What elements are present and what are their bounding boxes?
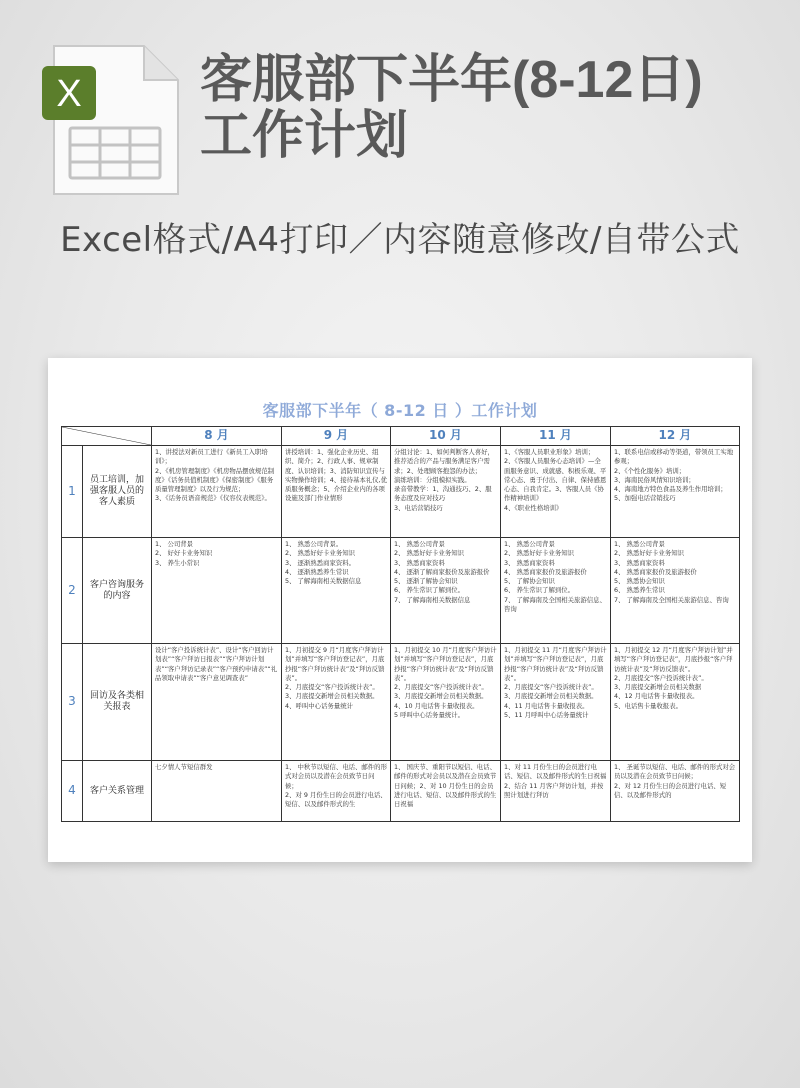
cell-text-line: 分组讨论：1、如何判断客人喜好，推荐适合的产品与服务满足客户需求；2、处理顾客抱怨的办法； bbox=[394, 448, 494, 475]
cell-text-line: 1、 熟悉公司背景 bbox=[394, 540, 445, 548]
plan-cell bbox=[391, 761, 501, 822]
cell-text-line: 2、《个性化服务》培训； bbox=[614, 466, 686, 475]
month-header: 10 月 bbox=[391, 427, 501, 446]
cell-text-line: 2、结合 11 月客户拜访计划，并按照计划进行拜访 bbox=[504, 781, 604, 799]
plan-cell bbox=[152, 761, 282, 822]
plan-cell bbox=[391, 446, 501, 538]
svg-text:X: X bbox=[56, 73, 82, 115]
cell-text-line: 5、电话售卡量收报表。 bbox=[614, 701, 682, 710]
cell-text-line: 2、月底提交“客户投诉统计表”。 bbox=[394, 683, 488, 692]
cell-text-line: 1、月初提交 11 月“月度客户拜访计划”并填写“客户拜访登记表”，月底抄报“客户拜访统计表”及“拜访反馈表”。 bbox=[504, 646, 607, 682]
cell-text-line: 3、月底提交新增会员相关数据。 bbox=[285, 692, 379, 701]
cell-text-line: 2、 好好卡业务知识 bbox=[155, 549, 213, 558]
row-number: 2 bbox=[62, 538, 83, 644]
cell-text-line: 4、11 月电话售卡量收报表。 bbox=[504, 701, 589, 710]
cell-text-line: 1、 圣诞节以短信、电话、邮件的形式对会员以及潜在会员致节日问候； bbox=[614, 763, 736, 781]
cell-text-line: 5、 逐渐了解协会知识 bbox=[394, 577, 458, 586]
cell-text-line: 1、讲授法对新员工进行《新员工入职培训》； bbox=[155, 448, 268, 466]
cell-text-line: 3、电话营销技巧 bbox=[394, 503, 443, 512]
cell-text-line: 5、 熟悉协会知识 bbox=[614, 577, 665, 586]
row-category: 客户咨询服务的内容 bbox=[83, 538, 152, 644]
cell-text-line: 4、《职业性格培训》 bbox=[504, 503, 563, 512]
cell-text-line: 6、 养生常识了解到位。 bbox=[394, 586, 465, 595]
cell-text-line: 2、 熟悉好好卡业务知识 bbox=[394, 549, 465, 558]
plan-cell bbox=[391, 538, 501, 644]
plan-cell bbox=[501, 538, 611, 644]
sheet-title: 客服部下半年（ 8-12 日 ）工作计划 bbox=[262, 401, 538, 420]
cell-text-line: 5、 了解协会知识 bbox=[504, 577, 555, 586]
cell-text-line: 1、月初提交 10 月“月度客户拜访计划”并填写“客户拜访登记表”，月底抄报“客户拜访统计表”及“拜访反馈表”。 bbox=[394, 646, 497, 682]
plan-cell bbox=[282, 538, 391, 644]
plan-cell bbox=[282, 446, 391, 538]
cell-text-line: 1、 熟悉公司背景 bbox=[614, 540, 665, 548]
plan-body bbox=[62, 446, 740, 822]
plan-cell bbox=[501, 761, 611, 822]
plan-cell bbox=[611, 538, 740, 644]
cell-text-line: 2、月底提交“客户投诉统计表”。 bbox=[285, 683, 379, 692]
cell-text-line: 2、 熟悉好好卡业务知识 bbox=[614, 549, 685, 558]
cell-text-line: 4、 熟悉商家报价及旅游报价 bbox=[504, 567, 587, 576]
cell-text-line: 2、月底提交“客户投诉统计表”。 bbox=[614, 673, 708, 682]
plan-cell bbox=[611, 644, 740, 761]
cell-text-line: 3、《话务员语音规范》《仪容仪表规范》。 bbox=[155, 494, 271, 503]
row-number: 1 bbox=[62, 446, 83, 538]
table-row bbox=[62, 761, 740, 822]
row-category: 员工培训，加强客服人员的客人素质 bbox=[83, 446, 152, 538]
cell-text-line: 讲授培训：1、强化企业历史、组织、简介；2、行政人事、规章制度、认识培训；3、消防知识宣传与实物操作培训；4、接待基本礼仪,优质服务概念；5、介绍企业内的各项设施及部门作业情形 bbox=[285, 448, 387, 503]
cell-text-line: 2、月底提交“客户投诉统计表”。 bbox=[504, 683, 598, 692]
cell-text-line: 4、海南地方特色食品及养生作用培训； bbox=[614, 485, 727, 494]
cell-text-line: 7、 了解海南及全国相关旅游信息、咨询 bbox=[504, 595, 606, 614]
plan-cell bbox=[501, 644, 611, 761]
page-subtitle: Excel格式/A4打印／内容随意修改/自带公式 bbox=[60, 220, 740, 260]
row-number: 3 bbox=[62, 644, 83, 761]
document-preview bbox=[48, 358, 752, 862]
month-header: 9 月 bbox=[282, 427, 391, 446]
cell-text-line: 2、对 12 月份生日的会员进行电话、短信、以及邮件形式的 bbox=[614, 781, 727, 799]
cell-text-line: 1、月初提交 12 月“月度客户拜访计划”并填写“客户拜访登记表”，月底抄报“客户拜访统计表”及“拜访反馈表”。 bbox=[614, 646, 733, 673]
cell-text-line: 演练培训：分组模拟实践。 bbox=[394, 475, 471, 484]
diagonal-line bbox=[62, 427, 151, 445]
cell-text-line: 4、12 月电话售卡量收报表。 bbox=[614, 692, 699, 701]
cell-text-line: 5、 了解海南相关数据信息 bbox=[285, 577, 362, 586]
cell-text-line: 录音带教学：1、沟通技巧、2、服务态度及应对技巧 bbox=[394, 485, 492, 503]
cell-text-line: 6、 养生常识了解到位。 bbox=[504, 586, 575, 595]
row-category: 客户关系管理 bbox=[83, 761, 152, 822]
cell-text-line: 4、 逐渐熟悉养生常识 bbox=[285, 567, 349, 576]
plan-cell bbox=[152, 538, 282, 644]
cell-text-line: 设计“客户投诉统计表”、设计“客户回访计划表”“客户拜访日报表”“客户拜访计划表”“客户拜访记录表”“客户预约申请表”“礼品领取申请表”“客户意见调查表” bbox=[155, 646, 278, 682]
row-number: 4 bbox=[62, 761, 83, 822]
plan-table bbox=[61, 426, 740, 822]
table-row bbox=[62, 644, 740, 761]
month-header: 12 月 bbox=[611, 427, 740, 446]
plan-cell bbox=[282, 644, 391, 761]
cell-text-line: 4、呼叫中心话务量统计 bbox=[285, 701, 353, 710]
cell-text-line: 3、 熟悉商家资料 bbox=[504, 558, 555, 567]
table-corner-cell bbox=[62, 427, 152, 446]
cell-text-line: 2、《客服人员服务心态培训》—全面服务意识、成就感、积极乐观、平常心态、勇于付出、自律、保持感恩心态、自我肯定。3、客服人员《协作精神培训》 bbox=[504, 457, 607, 503]
row-category: 回访及各类相关报表 bbox=[83, 644, 152, 761]
cell-text-line: 1、《客服人员职业形象》培训； bbox=[504, 448, 595, 456]
plan-cell bbox=[611, 761, 740, 822]
page-title bbox=[200, 52, 780, 164]
cell-text-line: 1、联系电信或移动等渠道，带领员工实地参观； bbox=[614, 448, 734, 466]
cell-text-line: 1、 熟悉公司背景。 bbox=[285, 540, 343, 548]
header-row bbox=[62, 427, 740, 446]
title-line-1: 客服部下半年(8-12日) bbox=[200, 51, 703, 109]
cell-text-line: 1、 中秋节以短信、电话、邮件的形式对会员以及潜在会员致节日问候； bbox=[285, 763, 387, 790]
cell-text-line: 5、加强电话营销技巧 bbox=[614, 494, 676, 503]
cell-text-line: 4、10 月电话售卡量收报表。 bbox=[394, 701, 479, 710]
month-header: 11 月 bbox=[501, 427, 611, 446]
cell-text-line: 七夕情人节短信群发 bbox=[155, 763, 213, 771]
month-header: 8 月 bbox=[152, 427, 282, 446]
cell-text-line: 4、 熟悉商家报价及旅游报价 bbox=[614, 567, 697, 576]
plan-cell bbox=[152, 446, 282, 538]
cell-text-line: 1、 熟悉公司背景 bbox=[504, 540, 555, 548]
cell-text-line: 3、 熟悉商家资料 bbox=[394, 558, 445, 567]
plan-cell bbox=[282, 761, 391, 822]
table-row bbox=[62, 446, 740, 538]
excel-file-icon bbox=[40, 44, 180, 196]
cell-text-line: 2、《机房管理制度》《机房物品摆放规范制度》《话务员值机制度》《保密制度》《服务质量管理制度》以及行为规范； bbox=[155, 466, 275, 494]
table-row bbox=[62, 538, 740, 644]
plan-cell bbox=[152, 644, 282, 761]
cell-text-line: 5 呼叫中心话务量统计。 bbox=[394, 711, 465, 720]
cell-text-line: 1、月初提交 9 月“月度客户拜访计划”并填写“客户拜访登记表”，月底抄报“客户拜访统计表”及“拜访反馈表”。 bbox=[285, 646, 385, 682]
cell-text-line: 3、 养生小常识 bbox=[155, 558, 200, 567]
cell-text-line: 3、 熟悉商家资料 bbox=[614, 558, 665, 567]
cell-text-line: 5、11 月呼叫中心话务量统计 bbox=[504, 711, 589, 720]
plan-cell bbox=[391, 644, 501, 761]
cell-text-line: 4、 逐渐了解商家报价及旅游报价 bbox=[394, 567, 490, 576]
cell-text-line: 6、 熟悉养生常识 bbox=[614, 586, 665, 595]
cell-text-line: 3、 逐渐熟悉商家资料。 bbox=[285, 558, 356, 567]
cell-text-line: 1、 国庆节、重阳节以短信、电话、邮件的形式对会员以及潜在会员致节日问候；2、对 10 月份生日的会员进行电话、短信、以及邮件形式的生日祝福 bbox=[394, 763, 497, 809]
cell-text-line: 3、海南民俗风情知识培训； bbox=[614, 475, 695, 484]
plan-cell bbox=[501, 446, 611, 538]
plan-cell bbox=[611, 446, 740, 538]
cell-text-line: 7、 了解海南相关数据信息 bbox=[394, 595, 471, 604]
cell-text-line: 3、月底提交新增会员相关数据。 bbox=[504, 692, 598, 701]
cell-text-line: 2、 熟悉好好卡业务知识 bbox=[504, 549, 575, 558]
title-line-2: 工作计划 bbox=[200, 107, 409, 165]
cell-text-line: 2、 熟悉好好卡业务知识 bbox=[285, 549, 356, 558]
cell-text-line: 3、月底提交新增会员相关数据 bbox=[614, 683, 702, 692]
cell-text-line: 7、 了解海南及全国相关旅游信息、咨询 bbox=[614, 595, 729, 604]
cell-text-line: 1、对 11 月份生日的会员进行电话、短信、以及邮件形式的生日祝福 bbox=[504, 763, 607, 781]
cell-text-line: 2、对 9 月份生日的会员进行电话、短信、以及邮件形式的生 bbox=[285, 790, 387, 809]
cell-text-line: 3、月底提交新增会员相关数据。 bbox=[394, 692, 488, 701]
cell-text-line: 1、 公司背景 bbox=[155, 540, 194, 548]
